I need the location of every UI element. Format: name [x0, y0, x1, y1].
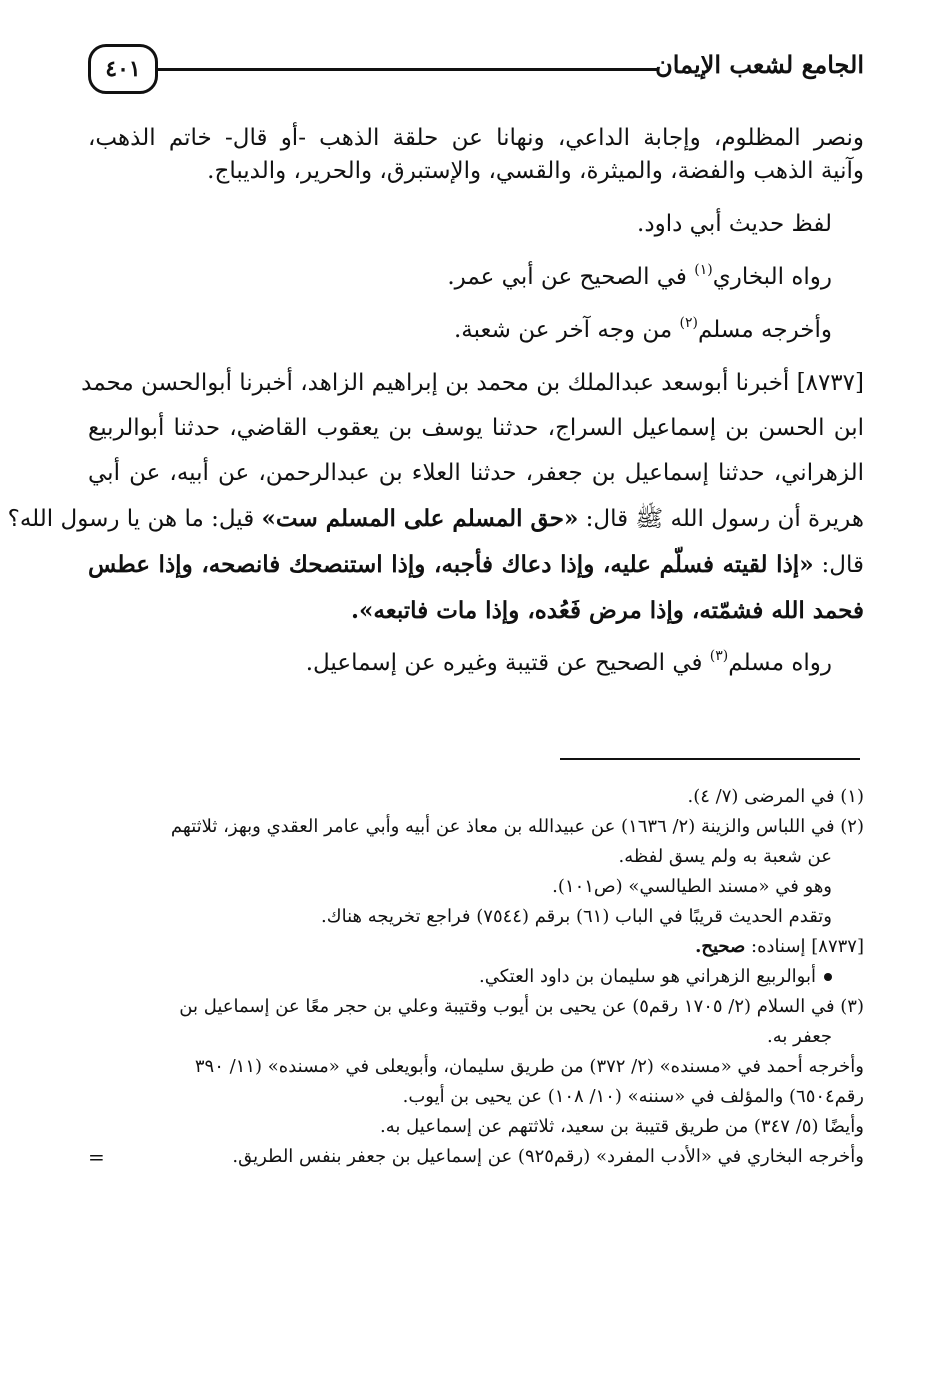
running-head: الجامع لشعب الإيمان	[655, 50, 864, 79]
footnote-line: (٣) في السلام (٢/ ١٧٠٥ رقم٥) عن يحيى بن أيوب وقتيبة وعلي بن حجر معًا عن إسماعيل بن	[179, 996, 864, 1017]
page-number: ٤٠١	[88, 44, 158, 94]
footnote-line: وأيضًا (٥/ ٣٤٧) من طريق قتيبة بن سعيد، ثلاثتهم عن إسماعيل به.	[380, 1116, 864, 1137]
page-header	[88, 44, 864, 100]
text-line	[88, 314, 864, 347]
footnote-line: جعفر به.	[767, 1026, 832, 1047]
bullet-icon	[824, 973, 832, 981]
hadith-line: ابن الحسن بن إسماعيل السراج، حدثنا يوسف بن يعقوب القاضي، حدثنا أبوالربيع	[88, 415, 864, 441]
hadith-line: [٨٧٣٧] أخبرنا أبوسعد عبدالملك بن محمد بن إبراهيم الزاهد، أخبرنا أبوالحسن محمد	[81, 370, 864, 396]
isnad-grade: صحيح.	[695, 936, 746, 957]
footnote-line: وهو في «مسند الطيالسي» (ص١٠١).	[552, 876, 832, 897]
text-span: أبوالربيع الزهراني هو سليمان بن داود العتكي.	[478, 966, 816, 987]
footnote-ref-1: (١)	[694, 262, 713, 278]
hadith-quote: «إذا لقيته فسلّم عليه، وإذا دعاك فأجبه، وإذا استنصحك فانصحه، وإذا عطس	[88, 551, 814, 578]
hadith-line	[88, 548, 864, 582]
text-span: هريرة أن رسول الله ﷺ قال:	[578, 506, 864, 532]
hadith-quote: «حق المسلم على المسلم ست»	[261, 505, 579, 532]
main-text	[7, 122, 864, 680]
text-span: [٨٧٣٧] إسناده:	[745, 936, 864, 957]
text-line	[88, 261, 864, 294]
footnote-line	[88, 932, 864, 962]
footnote-line: (٢) في اللباس والزينة (٢/ ١٦٣٦) عن عبيدالله بن معاذ عن أبيه وأبي عامر العقدي وبهز، ثلاثتهم	[170, 816, 864, 837]
text-span: رواه مسلم	[728, 650, 832, 676]
text-line: ونصر المظلوم، وإجابة الداعي، ونهانا عن حلقة الذهب -أو قال- خاتم الذهب،	[88, 125, 864, 151]
hadith-line: الزهراني، حدثنا إسماعيل بن جعفر، حدثنا العلاء بن عبدالرحمن، عن أبيه، عن أبي	[88, 460, 864, 486]
text-line: لفظ حديث أبي داود.	[637, 211, 832, 237]
footnote-line	[88, 1142, 864, 1172]
text-span: قال:	[813, 552, 864, 578]
text-span: في الصحيح عن قتيبة وغيره عن إسماعيل.	[305, 650, 710, 676]
footnote-ref-2: (٢)	[679, 315, 698, 331]
footnote-line	[88, 962, 864, 992]
text-line	[88, 647, 864, 680]
footnote-line: وتقدم الحديث قريبًا في الباب (٦١) برقم (٧٥٤٤) فراجع تخريجه هناك.	[321, 906, 832, 927]
text-span: في الصحيح عن أبي عمر.	[447, 264, 695, 290]
footnote-line: وأخرجه أحمد في «مسنده» (٢/ ٣٧٢) من طريق سليمان، وأبويعلى في «مسنده» (١١/ ٣٩٠	[194, 1056, 864, 1077]
footnote-ref-3: (٣)	[709, 648, 729, 664]
hadith-line	[7, 502, 864, 536]
continuation-mark: =	[88, 1145, 105, 1169]
footnote-separator	[560, 758, 860, 760]
hadith-line: فحمد الله فشمّته، وإذا مرض فَعُده، وإذا مات فاتبعه».	[351, 597, 864, 624]
text-span: وأخرجه البخاري في «الأدب المفرد» (رقم٩٢٥) عن إسماعيل بن جعفر بنفس الطريق.	[232, 1146, 864, 1167]
text-span: وأخرجه مسلم	[697, 317, 832, 343]
text-span: من وجه آخر عن شعبة.	[453, 317, 680, 343]
footnote-line: عن شعبة به ولم يسق لفظه.	[618, 846, 832, 867]
footnote-line: (١) في المرضى (٧/ ٤).	[687, 786, 864, 807]
text-span: رواه البخاري	[712, 264, 832, 290]
text-span: قيل: ما هن يا رسول الله؟	[7, 506, 262, 532]
footnote-line: رقم٦٥٠٤) والمؤلف في «سننه» (١٠/ ١٠٨) عن يحيى بن أيوب.	[402, 1086, 864, 1107]
text-line: وآنية الذهب والفضة، والميثرة، والقسي، والإستبرق، والحرير، والديباج.	[207, 158, 864, 184]
header-rule	[158, 68, 659, 71]
footnotes	[88, 782, 864, 1172]
